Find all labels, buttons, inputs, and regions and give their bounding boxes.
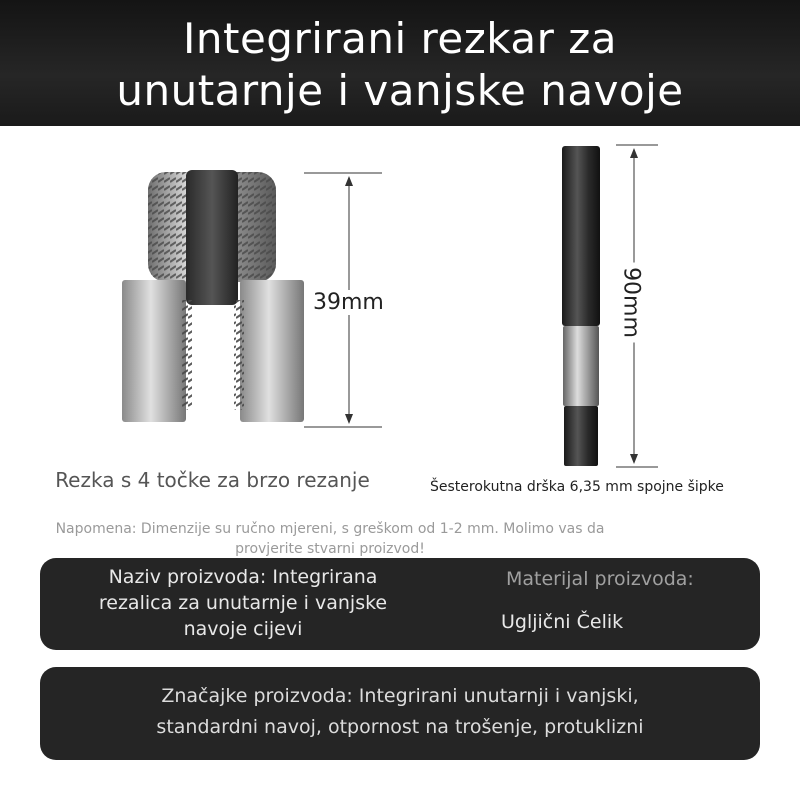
- product-name-line-2: rezalica za unutarnje i vanjske: [98, 592, 388, 614]
- hex-shank-rod-image: [558, 142, 604, 470]
- product-info-panel: [40, 558, 760, 650]
- product-name-line-3: navoje cijevi: [183, 618, 303, 640]
- cutter-caption: Rezka s 4 točke za brzo rezanje: [55, 468, 370, 492]
- note-line-2: provjerite stvarni proizvod!: [235, 541, 425, 557]
- title-line-2: unutarnje i vanjske navoje: [116, 66, 684, 115]
- dimension-label-39mm: 39mm: [313, 290, 384, 315]
- shank-caption: Šesterokutna drška 6,35 mm spojne šipke: [430, 479, 724, 495]
- material-label: Materijal proizvoda:: [506, 568, 694, 590]
- dimension-label-90mm: 90mm: [619, 263, 644, 343]
- thread-cutter-image: [110, 160, 310, 430]
- features-line-2: standardni navoj, otpornost na trošenje, protuklizni: [156, 716, 644, 738]
- product-features-panel: [40, 667, 760, 760]
- measurement-note: [20, 519, 640, 559]
- features-text: [40, 681, 760, 743]
- title-banner: [0, 0, 800, 126]
- title-line-1: Integrirani rezkar za: [182, 14, 617, 63]
- material-value: Ugljični Čelik: [501, 611, 624, 633]
- features-line-1: Značajke proizvoda: Integrirani unutarnji i vanjski,: [161, 685, 639, 707]
- note-line-1: Napomena: Dimenzije su ručno mjereni, s greškom od 1-2 mm. Molimo vas da: [55, 521, 605, 537]
- product-name: [78, 564, 408, 642]
- product-name-line-1: Naziv proizvoda: Integrirana: [108, 566, 378, 588]
